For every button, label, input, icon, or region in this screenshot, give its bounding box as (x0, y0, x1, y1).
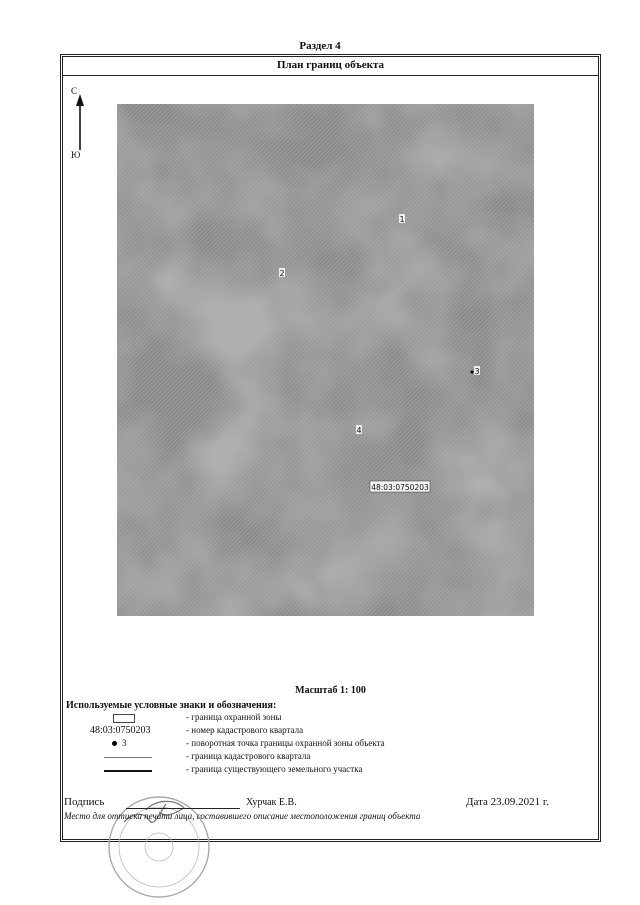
turning-point (471, 371, 474, 374)
legend-symbol (66, 751, 181, 763)
legend-quarter-number: 48:03:0750203 (90, 725, 151, 736)
legend-point-number: 3 (122, 738, 127, 748)
scale-label: Масштаб 1: 100 (295, 685, 366, 696)
legend-desc: - граница охранной зоны (186, 712, 282, 722)
quarter-number-label: 48:03:0750203 (371, 483, 429, 492)
signature-label: Подпись (64, 796, 105, 808)
legend-symbol (66, 725, 181, 737)
legend-row (66, 751, 586, 763)
legend-symbol (66, 738, 181, 750)
legend-desc: - граница кадастрового квартала (186, 751, 311, 761)
point-label: 1 (399, 215, 405, 224)
legend-desc: - граница существующего земельного участка (186, 764, 363, 774)
stamp-place-note: Место для оттиска печати лица, составившего описание местоположения границ объекта (64, 811, 421, 821)
turning-point-icon (112, 741, 117, 746)
quarter-boundary-line (104, 757, 152, 758)
section-title: Раздел 4 (299, 40, 341, 52)
orthophoto-map (117, 104, 534, 616)
title-divider (62, 75, 599, 76)
compass-north-label: С (71, 86, 78, 96)
legend-desc: - номер кадастрового квартала (186, 725, 304, 735)
parcel-boundary-line (104, 770, 152, 772)
legend-title: Используемые условные знаки и обозначения: (66, 700, 277, 711)
legend-row (66, 738, 586, 750)
signature-line (126, 808, 240, 809)
point-label: 2 (279, 269, 285, 278)
signer-name: Хурчак Е.В. (246, 797, 297, 808)
compass-south-label: Ю (71, 150, 81, 160)
legend-row (66, 712, 586, 724)
legend-symbol (66, 712, 181, 724)
document-date: Дата 23.09.2021 г. (466, 796, 549, 808)
legend-desc: - поворотная точка границы охранной зоны объекта (186, 738, 385, 748)
point-label: 4 (356, 426, 362, 435)
plan-title: План границ объекта (276, 59, 385, 71)
zone-boundary-swatch (113, 714, 135, 723)
legend-row (66, 725, 586, 737)
legend-symbol (66, 764, 181, 776)
legend-row (66, 764, 586, 776)
point-label: 3 (474, 367, 480, 376)
